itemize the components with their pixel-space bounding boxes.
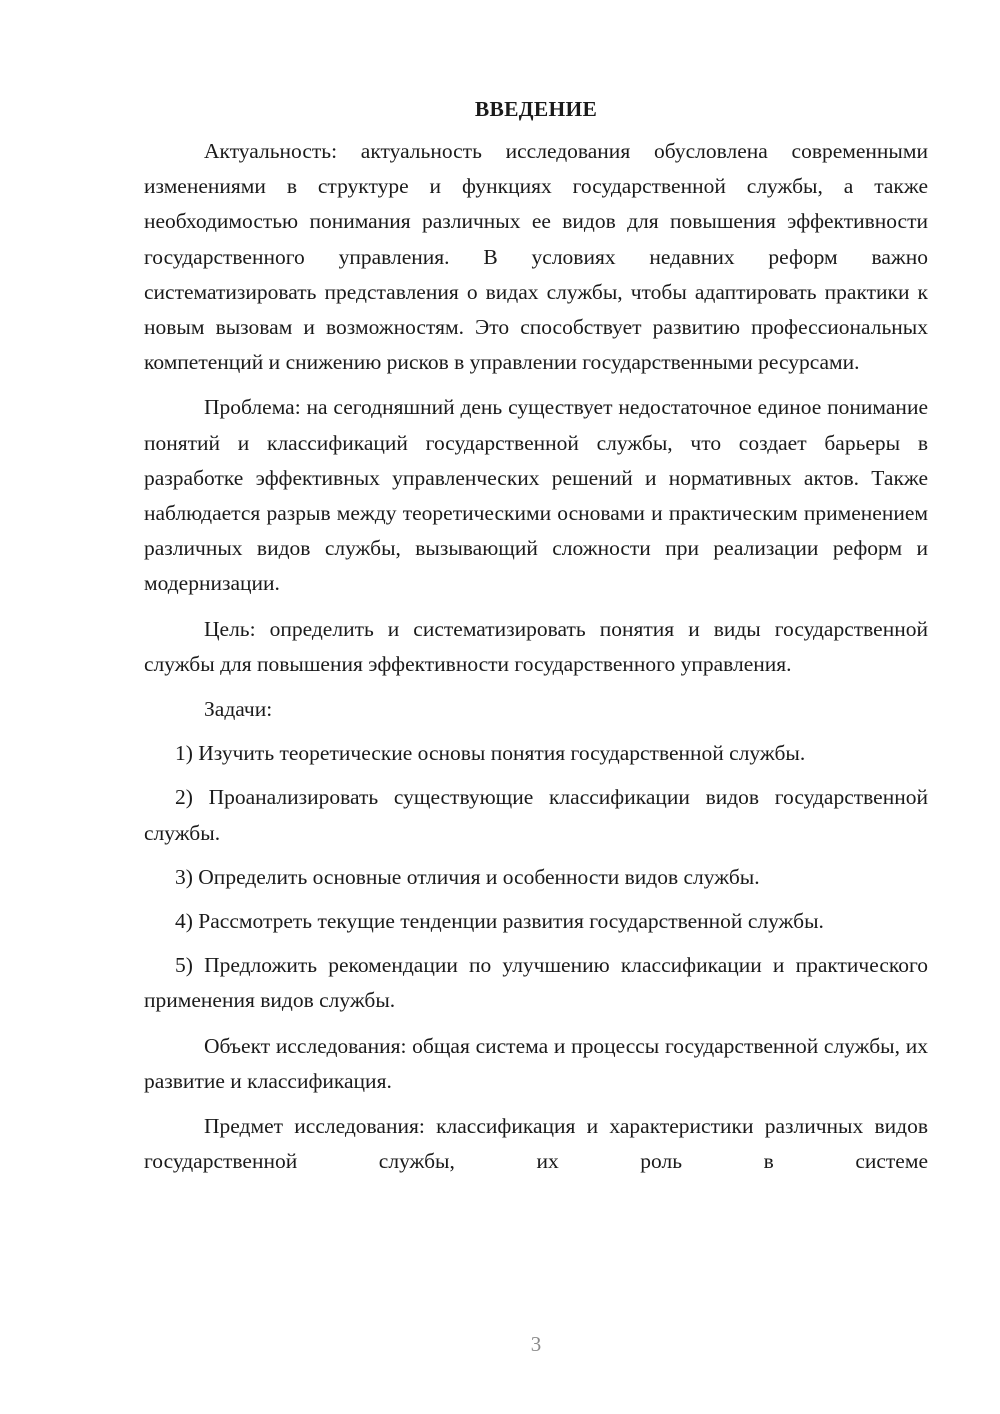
tasks-label: Задачи:: [204, 697, 273, 722]
object-paragraph: Объект исследования: общая система и процессы государственной службы, их развитие и классификация.: [144, 1033, 928, 1093]
goal-paragraph: Цель: определить и систематизировать понятия и виды государственной службы для повышения эффективности государственного управления.: [144, 616, 928, 676]
task-item: 3) Определить основные отличия и особенности видов службы.: [175, 864, 760, 889]
task-item: 5) Предложить рекомендации по улучшению классификации и практического применения видов службы.: [144, 953, 928, 1013]
task-item: 1) Изучить теоретические основы понятия государственной службы.: [175, 741, 806, 766]
section-heading: ВВЕДЕНИЕ: [474, 97, 598, 121]
subject-paragraph: Предмет исследования: классификация и характеристики различных видов государственной службы, их роль в системе: [144, 1114, 928, 1174]
relevance-paragraph: Актуальность: актуальность исследования обусловлена современными изменениями в структуре и функциях государственной службы, а также необходимостью понимания различных ее видов для повышения эффективности государственного управления. В условиях недавних реформ важно систематизировать представления о видах службы, чтобы адаптировать практики к новым вызовам и возможностям. Это способствует развитию профессиональных компетенций и снижению рисков в управлении государственными ресурсами.: [144, 139, 928, 375]
task-item: 2) Проанализировать существующие классификации видов государственной службы.: [144, 785, 928, 845]
page-number: 3: [530, 1332, 542, 1356]
problem-paragraph: Проблема: на сегодняшний день существует недостаточное единое понимание понятий и классификаций государственной службы, что создает барьеры в разработке эффективных управленческих решений и нормативных актов. Также наблюдается разрыв между теоретическими основами и практическим применением различных видов службы, вызывающий сложности при реализации реформ и модернизации.: [144, 395, 928, 596]
page-content: [144, 92, 928, 1179]
task-item: 4) Рассмотреть текущие тенденции развития государственной службы.: [175, 909, 824, 934]
